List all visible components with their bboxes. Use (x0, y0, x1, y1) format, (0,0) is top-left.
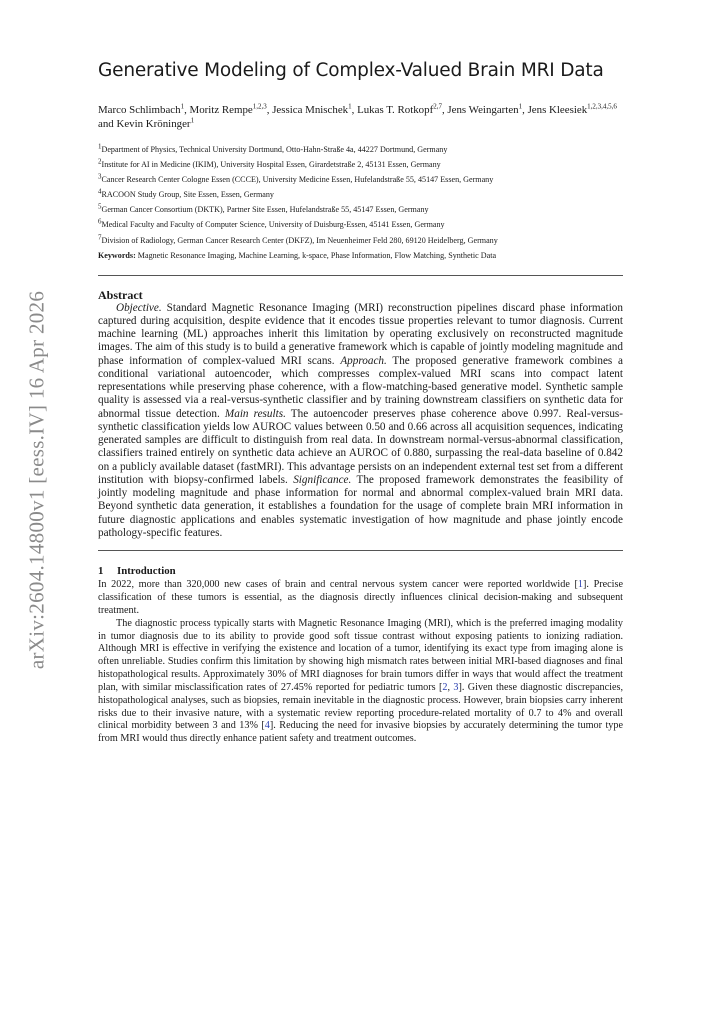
keywords-label: Keywords: (98, 250, 136, 260)
author-affiliation-marker: 2,7 (433, 102, 442, 111)
affiliation-text: Division of Radiology, German Cancer Research Center (DKFZ), Im Neuenheimer Feld 280, 69120 Heidelberg, Germany (101, 235, 498, 245)
affiliation-item (98, 173, 623, 186)
affiliation-number: 4 (98, 187, 102, 196)
bottom-divider (98, 550, 623, 551)
author-affiliation-marker: 1,2,3 (252, 102, 267, 111)
author-list: Marco Schlimbach$^1$, Moritz Rempe$^{1,2,3}$, Jessica Mnischek$^1$, Lukas T. Rotkopf$^{2,7}$, Jens Weingarten$^1$, Jens Kleesiek$^{1,2,3,4,5,6}$ and Kevin Kröninger$^1$ (98, 102, 617, 130)
author-name: Kevin Kröninger (116, 118, 191, 130)
affiliation-number: 3 (98, 172, 102, 181)
affiliation-item (98, 203, 623, 216)
section-heading-introduction (98, 565, 623, 578)
affiliation-item (98, 218, 623, 231)
author-affiliation-marker: 1 (348, 102, 352, 111)
paper-page (98, 60, 623, 746)
intro-text: , (447, 681, 454, 693)
author-name: Jessica Mnischek (272, 104, 349, 116)
intro-paragraph (98, 579, 623, 618)
author-affiliation-marker: 1 (518, 102, 523, 111)
affiliation-text: Institute for AI in Medicine (IKIM), University Hospital Essen, Girardetstraße 2, 45131 Essen, Germany (101, 160, 441, 170)
intro-text: ]. Given these diagnostic discrepancies, histopathological analyses, such as biopsies, remain inevitable in the diagnostic process. However, brain biopsies carry inherent risks due to their invasive nature, with a systematic review reporting procedure-related mortality of 0.7 to 4% and overall clinical morbidity between 3 and 13% [ (98, 681, 624, 732)
author-name: Marco Schlimbach (98, 104, 181, 116)
abstract-section-text: The proposed framework demonstrates the feasibility of jointly modeling magnitude and phase information for normal and abnormal complex-valued brain MRI data. Beyond synthetic data generation, it establishes a foundation for the usage of complete brain MRI information in future diagnostic applications and enables systematic investigation of how magnitude and phase jointly encode pathology-specific features. (98, 473, 623, 539)
affiliation-item (98, 158, 623, 171)
author-affiliation-marker: 1 (190, 116, 195, 125)
affiliation-item (98, 143, 623, 156)
citation-link[interactable]: 4 (264, 720, 270, 732)
affiliation-text: Medical Faculty and Faculty of Computer Science, University of Duisburg-Essen, 45141 Essen, Germany (101, 220, 445, 230)
abstract-text (98, 302, 623, 541)
abstract-heading: Abstract (98, 287, 143, 302)
citation-link[interactable]: 2 (442, 681, 448, 693)
abstract-section-label: Approach. (340, 354, 387, 367)
affiliation-list (98, 143, 623, 247)
abstract-block (98, 276, 623, 551)
author-name: Jens Weingarten (447, 104, 519, 116)
affiliation-text: German Cancer Consortium (DKTK), Partner Site Essen, Hufelandstraße 55, 45147 Essen, Germany (101, 205, 429, 215)
author-affiliation-marker: 1,2,3,4,5,6 (587, 102, 617, 111)
intro-paragraph (98, 618, 623, 746)
paper-title: Generative Modeling of Complex-Valued Brain MRI Data (98, 60, 604, 81)
abstract-section-label: Main results. (224, 407, 286, 420)
author-name: Moritz Rempe (189, 104, 253, 116)
affiliation-text: Department of Physics, Technical University Dortmund, Otto-Hahn-Straße 4a, 44227 Dortmund, Germany (101, 145, 448, 154)
introduction-body (98, 579, 623, 746)
author-affiliation-marker: 1 (180, 102, 185, 111)
arxiv-identifier: arXiv:2604.14800v1 [eess.IV] 16 Apr 2026 (24, 290, 49, 670)
author-name: Lukas T. Rotkopf (357, 104, 434, 116)
citation-link[interactable]: 1 (577, 579, 583, 591)
affiliation-text: Cancer Research Center Cologne Essen (CCCE), University Medicine Essen, Hufelandstraße 55, 45147 Essen, Germany (101, 175, 494, 185)
keywords-text: Magnetic Resonance Imaging, Machine Learning, k-space, Phase Information, Flow Matching, Synthetic Data (137, 250, 497, 260)
affiliation-number: 2 (98, 157, 102, 166)
keywords (98, 249, 623, 262)
author-name: Jens Kleesiek (527, 104, 588, 116)
section-title: Introduction (117, 565, 176, 578)
section-number: 1 (98, 565, 104, 578)
arxiv-sidebar (22, 290, 52, 670)
citation-link[interactable]: 3 (453, 681, 459, 693)
affiliation-number: 1 (98, 142, 102, 151)
abstract-section-label: Objective. (116, 301, 162, 314)
intro-text: ]. Reducing the need for invasive biopsies by accurately determining the tumor type from MRI would thus directly enhance patient safety and treatment outcomes. (98, 720, 623, 745)
intro-text: In 2022, more than 320,000 new cases of brain and central nervous system cancer were reported worldwide [ (98, 579, 578, 591)
affiliation-text: RACOON Study Group, Site Essen, Essen, Germany (101, 190, 274, 200)
intro-text: ]. Precise classification of these tumors is essential, as the diagnosis directly influences clinical decision-making and subsequent treatment. (98, 579, 623, 616)
affiliation-item (98, 188, 623, 201)
abstract-section-text: The autoencoder preserves phase coherence above 0.997. Real-versus-synthetic classification yields low AUROC values between 0.50 and 0.66 across all acquisition sequences, indicating generated samples are difficult to distinguish from real data. In downstream normal-versus-abnormal classification, classifiers trained entirely on synthetic data achieve an AUROC of 0.880, surpassing the real-data baseline of 0.842 on a publicly available dataset (fastMRI). This advantage persists on an independent external test set from a different institution with biopsy-confirmed labels. (98, 407, 623, 486)
affiliation-number: 5 (98, 202, 102, 211)
affiliation-item (98, 234, 623, 247)
abstract-section-label: Significance. (293, 473, 352, 486)
abstract-section-text: The proposed generative framework combines a conditional variational autoencoder, which compresses complex-valued MRI scans into compact latent representations while preserving phase coherence, with a flow-matching-based generative model. Synthetic sample quality is assessed via a real-versus-synthetic classifier and by training downstream classifiers on synthetic data for abnormal tissue detection. (98, 354, 623, 420)
intro-text: The diagnostic process typically starts with Magnetic Resonance Imaging (MRI), which is the preferred imaging modality in tumor diagnosis due to its ability to provide good soft tissue contrast without exposing patients to ionizing radiation. Although MRI is effective in verifying the existence and location of a tumor, identifying its exact type from imaging alone is often unreliable. Studies confirm this limitation by showing high mismatch rates between initial MRI-based diagnoses and final histopathological results. Approximately 30% of MRI diagnoses for brain tumors differ in ways that would affect the treatment plan, with similar misclassification rates of 27.45% reported for pediatric tumors [ (98, 617, 623, 693)
abstract-section-text: Standard Magnetic Resonance Imaging (MRI) reconstruction pipelines discard phase information captured during acquisition, despite evidence that it encodes tissue properties relevant to tumor diagnosis. Current machine learning (ML) approaches inherit this limitation by operating exclusively on reconstructed magnitude images. The aim of this study is to build a generative framework which is capable of jointly modeling magnitude and phase information of complex-valued MRI scans. (98, 301, 623, 367)
affiliation-number: 7 (98, 232, 102, 241)
affiliation-number: 6 (98, 217, 102, 226)
